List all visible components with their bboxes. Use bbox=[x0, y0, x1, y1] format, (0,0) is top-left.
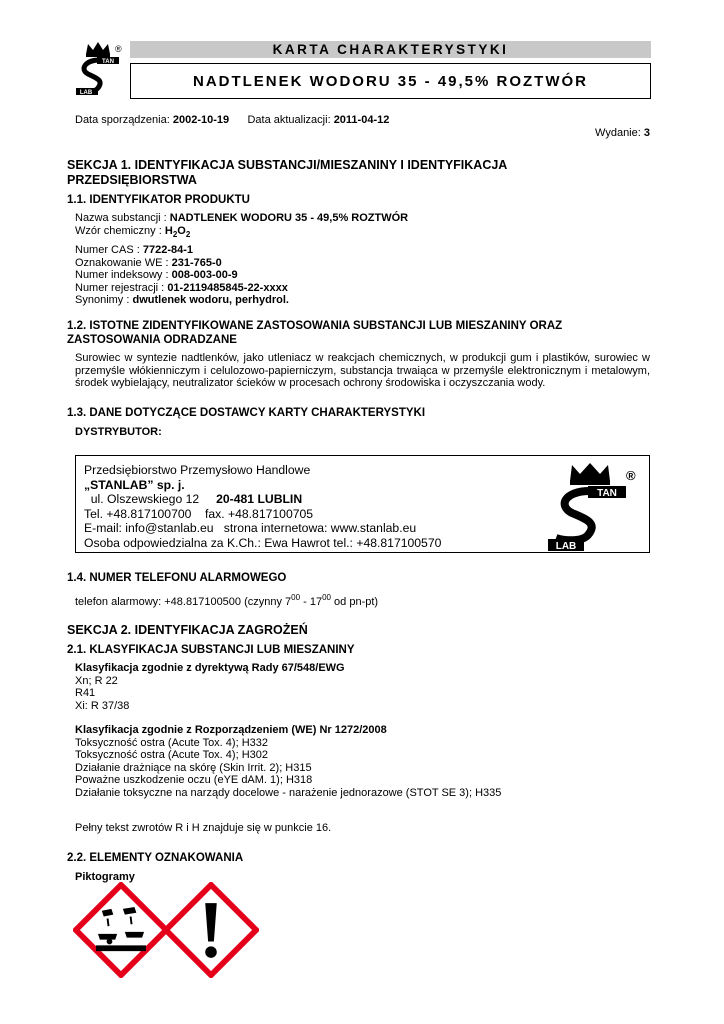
formula-label: Wzór chemiczny : bbox=[75, 224, 162, 237]
reg-value: 01-2119485845-22-xxxx bbox=[167, 281, 288, 294]
s12-text: Surowiec w syntezie nadtlenków, jako utleniacz w reakcjach chemicznych, w produkcji gum i plastików, surowiec w przemyśle włókienniczym i celulozowo-papierniczym, substancja trwaiąca w przemyśle elektronicznym i metalowym, środek wybielający, neutralizator ścieków w procesach ochrony środowiska i oczyszczania wody. bbox=[75, 352, 650, 389]
regulation-line: Toksyczność ostra (Acute Tox. 4); H302 bbox=[75, 749, 268, 761]
logo-large-text-tan: TAN bbox=[597, 488, 617, 499]
phone: Tel. +48.817100700 bbox=[84, 506, 192, 521]
updated-label: Data aktualizacji: bbox=[247, 114, 331, 126]
section2-title: SEKCJA 2. IDENTYFIKACJA ZAGROŻEŃ bbox=[67, 623, 308, 637]
distributor-label: DYSTRYBUTOR: bbox=[75, 426, 162, 438]
cas-label: Numer CAS : bbox=[75, 244, 140, 256]
regulation-line: Poważne uszkodzenie oczu (eYE dAM. 1); H318 bbox=[75, 774, 313, 786]
email: E-mail: info@stanlab.eu bbox=[84, 521, 214, 535]
created-value: 2002-10-19 bbox=[172, 114, 230, 126]
cas-value: 7722-84-1 bbox=[142, 244, 194, 256]
reg-label: Numer rejestracji : bbox=[75, 281, 165, 294]
section1-title-line1: SEKCJA 1. IDENTYFIKACJA SUBSTANCJI/MIESZANINY I IDENTYFIKACJA bbox=[67, 158, 508, 172]
fax: fax. +48.817100705 bbox=[204, 506, 314, 521]
created-label: Data sporządzenia: bbox=[75, 114, 170, 126]
product-title: NADTLENEK WODORU 35 - 49,5% ROZTWÓR bbox=[130, 63, 651, 99]
classification-regulation bbox=[75, 724, 501, 799]
registered-mark-large: ® bbox=[626, 468, 636, 483]
directive-title: Klasyfikacja zgodnie z dyrektywą Rady 67/548/EWG bbox=[75, 662, 345, 674]
alarm-phone: telefon alarmowy: +48.817100500 (czynny $7^{00} - 17^{00}$ od pn-pt) bbox=[75, 593, 379, 608]
name-value: NADTLENEK WODORU 35 - 49,5% ROZTWÓR bbox=[169, 212, 409, 224]
regulation-line: Działanie toksyczne na narządy docelowe - narażenie jednorazowe (STOT SE 3); H335 bbox=[75, 786, 502, 799]
full-text-note: Pełny tekst zwrotów R i H znajduje się w punkcie 16. bbox=[75, 822, 332, 834]
pictograms-label: Piktogramy bbox=[75, 871, 135, 883]
corrosion-pictogram-icon bbox=[73, 882, 169, 978]
name-label: Nazwa substancji : bbox=[75, 212, 167, 224]
s14-title: 1.4. NUMER TELEFONU ALARMOWEGO bbox=[67, 572, 287, 584]
product-identifier bbox=[75, 212, 408, 307]
index-label: Numer indeksowy : bbox=[75, 269, 169, 281]
directive-line: R41 bbox=[75, 687, 96, 699]
s22-title: 2.2. ELEMENTY OZNAKOWANIA bbox=[67, 852, 244, 864]
contact-person: Osoba odpowiedzialna za K.Ch.: Ewa Hawrot tel.: +48.817100570 bbox=[84, 535, 442, 550]
stanlab-logo-large-icon bbox=[544, 461, 636, 553]
updated-value: 2011-04-12 bbox=[333, 114, 390, 126]
address-street: ul. Olszewskiego 12 bbox=[90, 492, 200, 506]
logo-text-tan: TAN bbox=[102, 59, 114, 65]
logo-text-lab: LAB bbox=[79, 90, 93, 96]
syn-value: dwutlenek wodoru, perhydrol. bbox=[132, 294, 289, 306]
exclamation-pictogram-icon bbox=[163, 882, 259, 978]
regulation-line: Toksyczność ostra (Acute Tox. 4); H332 bbox=[75, 736, 268, 749]
syn-label: Synonimy : bbox=[75, 294, 130, 306]
s13-title: 1.3. DANE DOTYCZĄCE DOSTAWCY KARTY CHARAKTERYSTYKI bbox=[67, 407, 426, 419]
regulation-line: Działanie drażniące na skórę (Skin Irrit. 2); H315 bbox=[75, 761, 312, 774]
s21-title: 2.1. KLASYFIKACJA SUBSTANCJI LUB MIESZANINY bbox=[67, 644, 355, 656]
index-value: 008-003-00-9 bbox=[171, 269, 238, 281]
classification-directive bbox=[75, 662, 345, 712]
document-type-bar: KARTA CHARAKTERYSTYKI bbox=[130, 41, 651, 58]
s11-title: 1.1. IDENTYFIKATOR PRODUKTU bbox=[67, 194, 250, 206]
supplier-details bbox=[84, 463, 441, 550]
s12-title: 1.2. ISTOTNE ZIDENTYFIKOWANE ZASTOSOWANIA SUBSTANCJI LUB MIESZANINY ORAZ ZASTOSOWANIA ODRADZANE bbox=[67, 320, 563, 346]
section1-title-line2: PRZEDSIĘBIORSTWA bbox=[67, 173, 197, 187]
regulation-title: Klasyfikacja zgodnie z Rozporządzeniem (WE) Nr 1272/2008 bbox=[75, 724, 387, 736]
edition bbox=[595, 127, 650, 139]
we-value: 231-765-0 bbox=[171, 256, 222, 269]
section1-title bbox=[67, 158, 667, 188]
logo-large-text-lab: LAB bbox=[555, 541, 577, 552]
edition-label: Wydanie: bbox=[595, 127, 641, 139]
dates-line bbox=[75, 114, 389, 126]
registered-mark: ® bbox=[115, 44, 122, 54]
company-line1: Przedsiębiorstwo Przemysłowo Handlowe bbox=[84, 463, 311, 477]
website: strona internetowa: www.stanlab.eu bbox=[223, 521, 417, 535]
directive-line: Xi: R 37/38 bbox=[75, 699, 130, 712]
company-name: „STANLAB” sp. j. bbox=[84, 477, 185, 492]
edition-value: 3 bbox=[643, 127, 650, 139]
directive-line: Xn; R 22 bbox=[75, 674, 118, 687]
we-label: Oznakowanie WE : bbox=[75, 256, 169, 269]
formula-value: $H_2O_2$ bbox=[164, 224, 191, 239]
address-city: 20-481 LUBLIN bbox=[216, 492, 303, 506]
